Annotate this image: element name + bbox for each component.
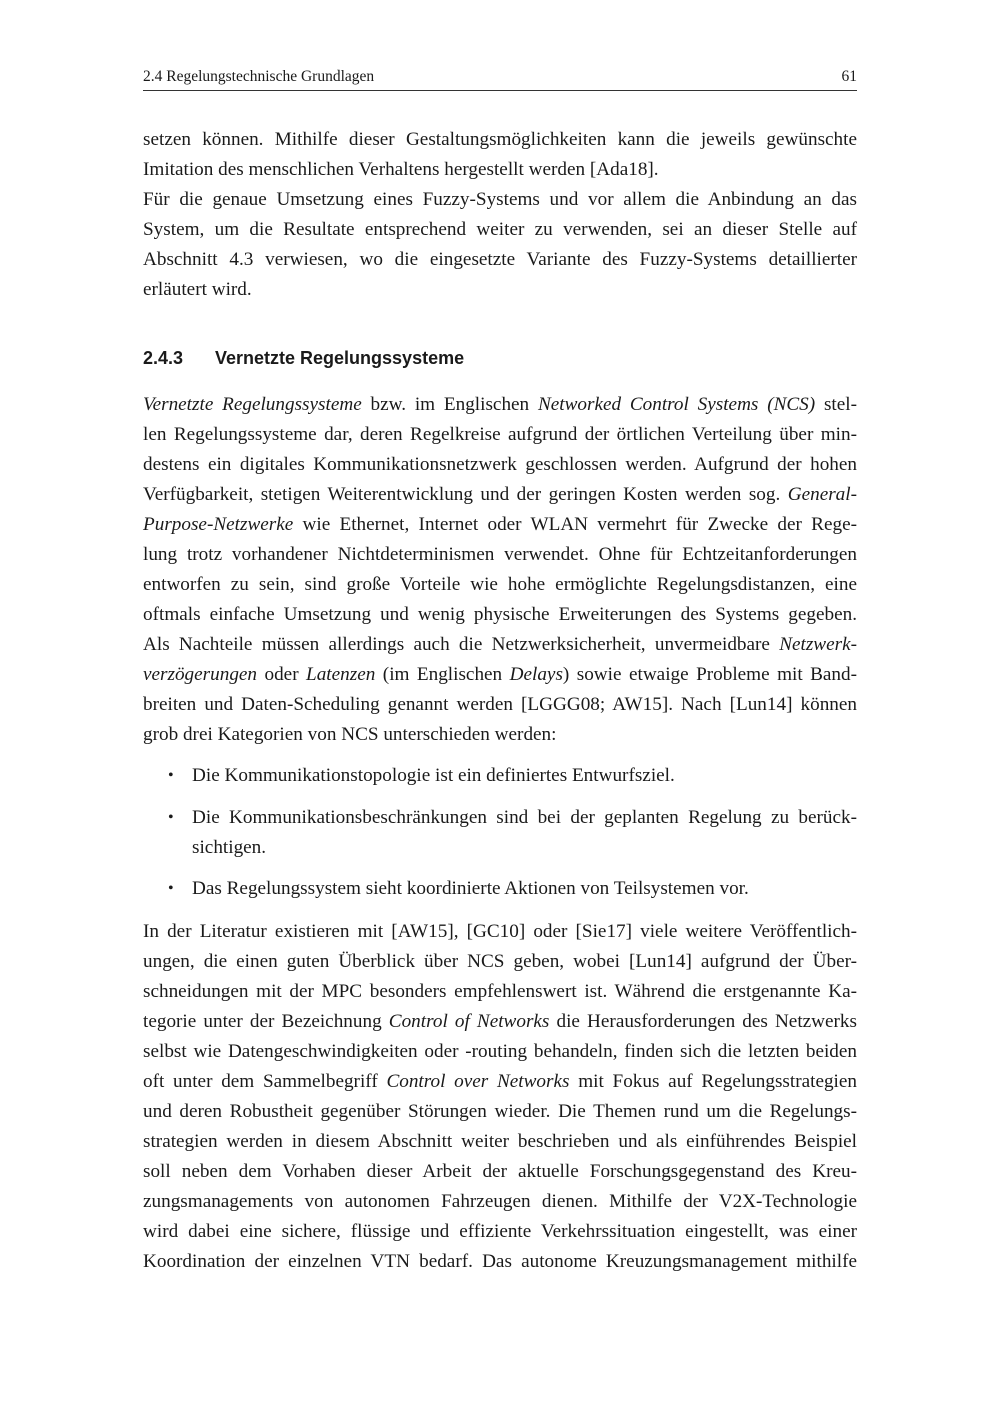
- italic-term: Delays: [509, 664, 563, 685]
- text-segment: Das Regelungssystem sieht koordinierte Aktionen von Teilsystemen vor.: [192, 878, 749, 899]
- text-line: [143, 1157, 857, 1187]
- text-segment: Verfügbarkeit, stetigen Weiterentwicklung und der geringen Kosten werden sog.: [143, 484, 788, 505]
- paragraph: [143, 125, 857, 305]
- italic-term: Vernetzte Regelungssysteme: [143, 394, 362, 415]
- text-segment: ungen, die einen guten Überblick über NCS geben, wobei [Lun14] aufgrund der Über-: [143, 951, 857, 972]
- text-segment: breiten und Daten-Scheduling genannt werden [LGGG08; AW15]. Nach [Lun14] können: [143, 694, 857, 715]
- italic-term: General-: [787, 484, 857, 505]
- text-line: [143, 690, 857, 720]
- text-segment: zungsmanagements von autonomen Fahrzeugen dienen. Mithilfe der V2X-Technologie: [143, 1191, 857, 1212]
- bullet-icon: •: [168, 880, 174, 897]
- text-line: [143, 1037, 857, 1067]
- text-line: [143, 1007, 857, 1037]
- text-line: [143, 480, 857, 510]
- text-line: [143, 660, 857, 690]
- section-title: Vernetzte Regelungssysteme: [215, 348, 465, 368]
- text-segment: Für die genaue Umsetzung eines Fuzzy-Systems und vor allem die Anbindung an das: [143, 189, 857, 210]
- text-segment: sichtigen.: [192, 837, 267, 858]
- text-segment: len Regelungssysteme dar, deren Regelkreise aufgrund der örtlichen Verteilung über min-: [143, 424, 857, 445]
- text-line: [143, 450, 857, 480]
- text-segment: selbst wie Datengeschwindigkeiten oder -routing behandeln, finden sich die letzten beiden: [143, 1041, 857, 1062]
- text-segment: schneidungen mit der MPC besonders empfehlenswert ist. Während die erstgenannte Ka-: [143, 981, 857, 1002]
- text-line: [143, 917, 857, 947]
- paragraph: [143, 917, 857, 1277]
- text-line: [192, 833, 857, 863]
- text-segment: Als Nachteile müssen allerdings auch die Netzwerksicherheit, unvermeidbare: [143, 634, 780, 655]
- italic-term: Control of Networks: [388, 1011, 550, 1032]
- text-segment: oft unter dem Sammelbegriff: [143, 1071, 387, 1092]
- text-line: [143, 245, 857, 275]
- section-number: 2.4.3: [143, 348, 184, 368]
- running-header: [143, 66, 857, 91]
- text-line: [192, 761, 857, 791]
- text-segment: System, um die Resultate entsprechend weiter zu verwenden, sei an dieser Stelle auf: [143, 219, 857, 240]
- text-segment: und deren Robustheit gegenüber Störungen wieder. Die Themen rund um die Regelungs-: [143, 1101, 857, 1122]
- italic-term: Networked Control Systems (NCS): [537, 394, 816, 415]
- italic-term: Purpose-Netzwerke: [143, 514, 294, 535]
- text-line: [143, 155, 857, 185]
- text-segment: bzw. im Englischen: [361, 394, 538, 415]
- text-line: [143, 275, 857, 305]
- text-segment: strategien werden in diesem Abschnitt weiter beschrieben und als einführendes Beispiel: [143, 1131, 857, 1152]
- paragraph: [143, 390, 857, 750]
- text-line: [143, 390, 857, 420]
- page-number: 61: [841, 68, 857, 85]
- bullet-text: [192, 761, 857, 791]
- text-line: [143, 540, 857, 570]
- text-line: [143, 1097, 857, 1127]
- text-line: [143, 1127, 857, 1157]
- bullet-text: [192, 803, 857, 863]
- italic-term: Latenzen: [306, 664, 376, 685]
- text-segment: wie Ethernet, Internet oder WLAN vermehrt für Zwecke der Rege-: [293, 514, 857, 535]
- text-segment: mit Fokus auf Regelungsstrategien: [569, 1071, 857, 1092]
- text-segment: wird dabei eine sichere, flüssige und effiziente Verkehrssituation eingestellt, was einer: [143, 1221, 857, 1242]
- text-segment: erläutert wird.: [143, 279, 252, 300]
- text-line: [143, 185, 857, 215]
- text-segment: Abschnitt 4.3 verwiesen, wo die eingesetzte Variante des Fuzzy-Systems detaillierter: [143, 249, 857, 270]
- text-segment: oder: [257, 664, 307, 685]
- text-segment: (im Englischen: [375, 664, 510, 685]
- text-line: [143, 977, 857, 1007]
- text-segment: destens ein digitales Kommunikationsnetzwerk geschlossen werden. Aufgrund der hohen: [143, 454, 857, 475]
- text-segment: In der Literatur existieren mit [AW15], [GC10] oder [Sie17] viele weitere Veröffentlich-: [143, 921, 857, 942]
- text-line: [143, 720, 857, 750]
- italic-term: Control over Networks: [386, 1071, 570, 1092]
- text-line: [143, 1187, 857, 1217]
- text-line: [143, 215, 857, 245]
- bullet-icon: •: [168, 809, 174, 826]
- text-segment: entworfen zu sein, sind große Vorteile wie hohe ermöglichte Regelungsdistanzen, eine: [143, 574, 857, 595]
- text-line: [143, 570, 857, 600]
- text-line: [143, 125, 857, 155]
- text-segment: tegorie unter der Bezeichnung: [143, 1011, 389, 1032]
- text-segment: ) sowie etwaige Probleme mit Band-: [562, 664, 858, 685]
- text-segment: stel-: [815, 394, 858, 415]
- section-heading: [143, 348, 464, 369]
- bullet-item: [168, 874, 857, 904]
- text-segment: lung trotz vorhandener Nichtdeterminismen verwendet. Ohne für Echtzeitanforderungen: [143, 544, 857, 565]
- text-line: [143, 1247, 857, 1277]
- text-segment: Koordination der einzelnen VTN bedarf. Das autonome Kreuzungsmanagement mithilfe: [143, 1251, 857, 1272]
- text-line: [143, 600, 857, 630]
- bullet-icon: •: [168, 767, 174, 784]
- text-segment: Die Kommunikationsbeschränkungen sind bei der geplanten Regelung zu berück-: [192, 807, 857, 828]
- text-line: [143, 947, 857, 977]
- bullet-item: [168, 803, 857, 863]
- header-section-title: 2.4 Regelungstechnische Grundlagen: [143, 68, 375, 85]
- text-segment: grob drei Kategorien von NCS unterschieden werden:: [143, 724, 557, 745]
- bullet-item: [168, 761, 857, 791]
- text-line: [192, 803, 857, 833]
- italic-term: Netzwerk-: [779, 634, 857, 655]
- bullet-text: [192, 874, 857, 904]
- text-segment: setzen können. Mithilfe dieser Gestaltungsmöglichkeiten kann die jeweils gewünschte: [143, 129, 857, 150]
- text-segment: die Herausforderungen des Netzwerks: [549, 1011, 857, 1032]
- text-line: [192, 874, 857, 904]
- text-line: [143, 1217, 857, 1247]
- text-segment: oftmals einfache Umsetzung und wenig physische Erweiterungen des Systems gegeben.: [143, 604, 857, 625]
- text-segment: Imitation des menschlichen Verhaltens hergestellt werden [Ada18].: [143, 159, 659, 180]
- text-segment: soll neben dem Vorhaben dieser Arbeit der aktuelle Forschungsgegenstand des Kreu-: [143, 1161, 857, 1182]
- text-segment: Die Kommunikationstopologie ist ein definiertes Entwurfsziel.: [192, 765, 675, 786]
- text-line: [143, 420, 857, 450]
- text-line: [143, 510, 857, 540]
- text-line: [143, 1067, 857, 1097]
- italic-term: verzögerungen: [143, 664, 258, 685]
- text-line: [143, 630, 857, 660]
